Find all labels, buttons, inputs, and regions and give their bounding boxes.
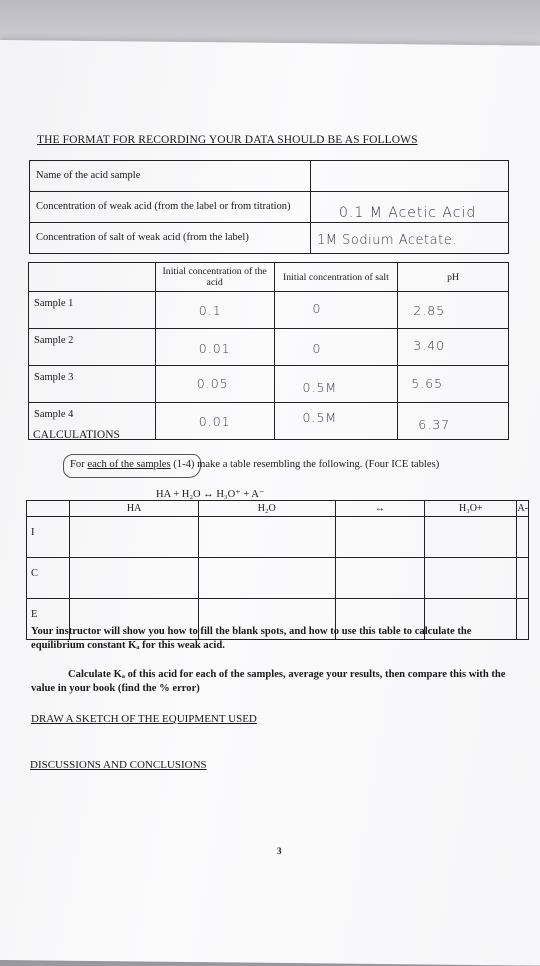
calculate-text: Calculate Kₐ of this acid for each of the samples, average your results, then compare this with the value in your book (find the % error)	[31, 669, 506, 694]
cell	[398, 329, 509, 366]
sample-salt-value: 0.5M	[302, 380, 338, 395]
cell	[425, 558, 517, 599]
sample-ph-value: 2.85	[413, 303, 446, 318]
samples-header-salt: Initial concentration of salt	[274, 263, 398, 292]
cell	[155, 292, 274, 329]
instruction-post: (1-4) make a table resembling the following. (Four ICE tables)	[170, 459, 440, 470]
samples-table	[28, 262, 509, 440]
table-row	[30, 192, 509, 223]
info-value-cell	[311, 192, 509, 223]
sample-ph-value: 5.65	[411, 376, 444, 391]
sample-acid-value: 0.01	[198, 414, 231, 429]
cell	[274, 366, 398, 403]
cell	[398, 366, 509, 403]
cell	[517, 558, 529, 599]
page-number: 3	[277, 846, 282, 856]
cell	[199, 558, 336, 599]
samples-header-acid: Initial concentration of the acid	[155, 263, 274, 292]
calculate-paragraph	[31, 668, 521, 696]
cell	[155, 403, 274, 440]
cell	[70, 558, 199, 599]
cell	[425, 517, 517, 558]
sample-name: Sample 4	[29, 403, 156, 440]
samples-header-blank	[29, 263, 156, 292]
page-header: THE FORMAT FOR RECORDING YOUR DATA SHOULD BE AS FOLLOWS	[37, 134, 418, 146]
info-value-salt-conc: 1M Sodium Acetate.	[317, 233, 457, 248]
cell	[155, 366, 274, 403]
equilibrium-equation: HA + H₂O ↔ H₃O⁺ + A⁻	[156, 489, 265, 500]
table-row	[30, 161, 509, 192]
ice-header-h2o: H₂O	[199, 501, 336, 517]
table-row	[27, 558, 529, 599]
samples-header-ph: pH	[398, 263, 509, 292]
calculations-title: CALCULATIONS	[33, 429, 120, 441]
cell	[335, 517, 425, 558]
sample-name: Sample 3	[29, 366, 156, 403]
ice-header-arrow: ↔	[335, 501, 425, 517]
ice-header-h3o: H₃O+	[425, 501, 517, 517]
info-label-acid-name: Name of the acid sample	[30, 161, 311, 192]
calculations-instruction	[70, 459, 439, 470]
sample-acid-value: 0.1	[198, 303, 222, 318]
instructor-paragraph: Your instructor will show you how to fill the blank spots, and how to use this table to calculate the equilibrium constant Kₐ for this weak acid.	[31, 626, 472, 651]
instruction-pre: For	[70, 459, 88, 470]
cell	[70, 517, 199, 558]
info-value-acid-conc: 0.1 M Acetic Acid	[339, 205, 477, 221]
cell	[274, 292, 398, 329]
cell	[517, 599, 529, 640]
ice-row-label: I	[27, 517, 70, 558]
ice-header-ha: HA	[70, 501, 199, 517]
cell	[199, 517, 336, 558]
cell	[274, 403, 398, 440]
table-header-row	[29, 263, 509, 292]
info-value-acid-name	[311, 161, 509, 192]
ice-header-a: A-	[517, 501, 529, 517]
ice-table	[26, 500, 529, 640]
info-label-salt-conc: Concentration of salt of weak acid (from the label)	[30, 223, 311, 254]
sample-name: Sample 2	[29, 329, 156, 366]
ice-row-label: E	[27, 599, 70, 640]
sample-ph-value: 3.40	[413, 338, 446, 353]
cell	[335, 558, 425, 599]
instruction-underlined: each of the samples	[87, 459, 171, 470]
cell	[274, 329, 398, 366]
sample-salt-value: 0.5M	[302, 410, 338, 425]
table-row	[29, 366, 509, 403]
sample-acid-value: 0.01	[198, 341, 231, 356]
ice-row-label: C	[27, 558, 70, 599]
table-row	[30, 223, 509, 254]
sample-salt-value: 0	[312, 301, 322, 316]
cell	[398, 292, 509, 329]
table-row	[29, 292, 509, 329]
sample-acid-value: 0.05	[196, 376, 229, 391]
draw-sketch-heading: DRAW A SKETCH OF THE EQUIPMENT USED	[31, 713, 257, 725]
sample-name: Sample 1	[29, 292, 156, 329]
ice-header-blank	[27, 501, 70, 517]
sample-ph-value: 6.37	[418, 417, 451, 432]
cell	[155, 329, 274, 366]
info-value-cell	[311, 223, 509, 254]
cell	[517, 517, 529, 558]
table-row	[29, 329, 509, 366]
sample-salt-value: 0	[312, 341, 322, 356]
table-row	[27, 517, 529, 558]
cell	[398, 403, 509, 440]
table-header-row	[27, 501, 529, 517]
discussion-heading: DISCUSSIONS AND CONCLUSIONS	[30, 759, 207, 771]
info-table	[29, 160, 509, 254]
info-label-acid-conc: Concentration of weak acid (from the label or from titration)	[30, 192, 311, 223]
